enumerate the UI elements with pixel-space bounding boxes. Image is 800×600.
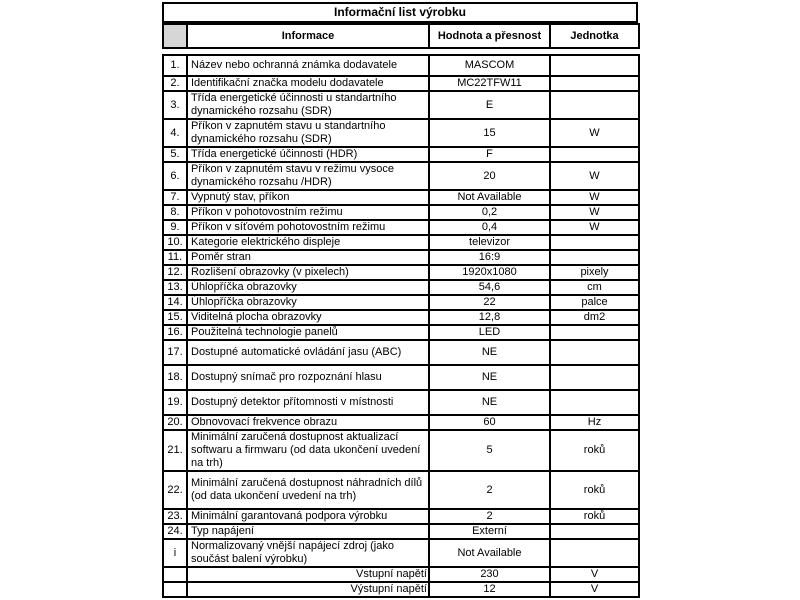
unit-cell: palce bbox=[550, 295, 639, 310]
col-header-informace: Informace bbox=[187, 24, 429, 48]
info-cell: Obnovovací frekvence obrazu bbox=[187, 415, 429, 430]
table-body bbox=[163, 55, 639, 597]
value-cell: 16:9 bbox=[429, 250, 550, 265]
info-cell: Minimální zaručená dostupnost náhradních dílů (od data ukončení uvedení na trh) bbox=[187, 471, 429, 509]
table-row bbox=[163, 310, 639, 325]
value-cell: 2 bbox=[429, 471, 550, 509]
table-row bbox=[163, 119, 639, 147]
table-row bbox=[163, 265, 639, 280]
table-row bbox=[163, 524, 639, 539]
value-cell: 1920x1080 bbox=[429, 265, 550, 280]
info-cell: Příkon v síťovém pohotovostním režimu bbox=[187, 220, 429, 235]
table-row bbox=[163, 415, 639, 430]
value-cell: LED bbox=[429, 325, 550, 340]
unit-cell: W bbox=[550, 190, 639, 205]
row-number-cell: i bbox=[163, 539, 187, 567]
info-cell: Dostupný snímač pro rozpoznání hlasu bbox=[187, 365, 429, 390]
table-row bbox=[163, 235, 639, 250]
row-number-cell: 15. bbox=[163, 310, 187, 325]
unit-cell bbox=[550, 524, 639, 539]
info-cell: Dostupný detektor přítomnosti v místnosti bbox=[187, 390, 429, 415]
row-number-cell: 5. bbox=[163, 147, 187, 162]
unit-cell bbox=[550, 250, 639, 265]
table-row bbox=[163, 582, 639, 597]
unit-cell: V bbox=[550, 567, 639, 582]
row-number-cell: 20. bbox=[163, 415, 187, 430]
info-cell: Vstupní napětí bbox=[187, 567, 429, 582]
row-number-cell: 18. bbox=[163, 365, 187, 390]
table-row bbox=[163, 91, 639, 119]
info-cell: Úhlopříčka obrazovky bbox=[187, 295, 429, 310]
info-cell: Rozlišení obrazovky (v pixelech) bbox=[187, 265, 429, 280]
unit-cell: pixely bbox=[550, 265, 639, 280]
unit-cell: W bbox=[550, 119, 639, 147]
header-row-table bbox=[162, 23, 640, 49]
row-number-cell: 8. bbox=[163, 205, 187, 220]
col-header-hodnota: Hodnota a přesnost bbox=[429, 24, 550, 48]
table-row bbox=[163, 280, 639, 295]
value-cell: F bbox=[429, 147, 550, 162]
row-number-cell: 13. bbox=[163, 280, 187, 295]
value-cell: 2 bbox=[429, 509, 550, 524]
row-number-cell: 3. bbox=[163, 91, 187, 119]
table-row bbox=[163, 325, 639, 340]
value-cell: 5 bbox=[429, 430, 550, 471]
table-row bbox=[163, 220, 639, 235]
unit-cell bbox=[550, 340, 639, 365]
row-number-cell bbox=[163, 567, 187, 582]
row-number-cell: 7. bbox=[163, 190, 187, 205]
info-cell: Poměr stran bbox=[187, 250, 429, 265]
value-cell: 22 bbox=[429, 295, 550, 310]
unit-cell: Hz bbox=[550, 415, 639, 430]
row-number-cell: 12. bbox=[163, 265, 187, 280]
info-cell: Příkon v zapnutém stavu v režimu vysoce dynamického rozsahu /HDR) bbox=[187, 162, 429, 190]
row-number-cell: 11. bbox=[163, 250, 187, 265]
unit-cell bbox=[550, 147, 639, 162]
value-cell: Not Available bbox=[429, 190, 550, 205]
info-cell: Název nebo ochranná známka dodavatele bbox=[187, 55, 429, 76]
row-number-cell: 23. bbox=[163, 509, 187, 524]
info-cell: Výstupní napětí bbox=[187, 582, 429, 597]
col-header-jednotka: Jednotka bbox=[550, 24, 639, 48]
unit-cell: W bbox=[550, 205, 639, 220]
unit-cell: cm bbox=[550, 280, 639, 295]
row-number-cell: 6. bbox=[163, 162, 187, 190]
unit-cell: roků bbox=[550, 471, 639, 509]
unit-cell bbox=[550, 91, 639, 119]
value-cell: 20 bbox=[429, 162, 550, 190]
info-cell: Typ napájení bbox=[187, 524, 429, 539]
table-row bbox=[163, 76, 639, 91]
value-cell: NE bbox=[429, 365, 550, 390]
value-cell: 12,8 bbox=[429, 310, 550, 325]
row-number-cell bbox=[163, 582, 187, 597]
unit-cell bbox=[550, 539, 639, 567]
value-cell: MASCOM bbox=[429, 55, 550, 76]
value-cell: NE bbox=[429, 340, 550, 365]
table-row bbox=[163, 567, 639, 582]
unit-cell bbox=[550, 76, 639, 91]
unit-cell bbox=[550, 55, 639, 76]
table-row bbox=[163, 471, 639, 509]
value-cell: 60 bbox=[429, 415, 550, 430]
product-information-sheet bbox=[162, 2, 638, 598]
info-cell: Identifikační značka modelu dodavatele bbox=[187, 76, 429, 91]
row-number-cell: 21. bbox=[163, 430, 187, 471]
table-row bbox=[163, 55, 639, 76]
table-row bbox=[163, 539, 639, 567]
value-cell: MC22TFW11 bbox=[429, 76, 550, 91]
unit-cell bbox=[550, 390, 639, 415]
data-table bbox=[162, 54, 640, 598]
info-cell: Příkon v zapnutém stavu u standartního dynamického rozsahu (SDR) bbox=[187, 119, 429, 147]
info-cell: Použitelná technologie panelů bbox=[187, 325, 429, 340]
corner-cell bbox=[163, 24, 187, 48]
value-cell: 54,6 bbox=[429, 280, 550, 295]
table-row bbox=[163, 250, 639, 265]
value-cell: 12 bbox=[429, 582, 550, 597]
unit-cell: W bbox=[550, 220, 639, 235]
table-row bbox=[163, 147, 639, 162]
unit-cell: roků bbox=[550, 509, 639, 524]
table-row bbox=[163, 365, 639, 390]
table-row bbox=[163, 190, 639, 205]
info-cell: Minimální garantovaná podpora výrobku bbox=[187, 509, 429, 524]
info-cell: Kategorie elektrického displeje bbox=[187, 235, 429, 250]
info-cell: Třída energetické účinnosti u standartního dynamického rozsahu (SDR) bbox=[187, 91, 429, 119]
row-number-cell: 19. bbox=[163, 390, 187, 415]
table-row bbox=[163, 509, 639, 524]
sheet-title: Informační list výrobku bbox=[162, 2, 638, 23]
value-cell: televizor bbox=[429, 235, 550, 250]
row-number-cell: 4. bbox=[163, 119, 187, 147]
info-cell: Normalizovaný vnější napájecí zdroj (jako součást balení výrobku) bbox=[187, 539, 429, 567]
value-cell: Externí bbox=[429, 524, 550, 539]
row-number-cell: 14. bbox=[163, 295, 187, 310]
value-cell: 230 bbox=[429, 567, 550, 582]
unit-cell bbox=[550, 365, 639, 390]
unit-cell: roků bbox=[550, 430, 639, 471]
info-cell: Úhlopříčka obrazovky bbox=[187, 280, 429, 295]
row-number-cell: 22. bbox=[163, 471, 187, 509]
info-cell: Minimální zaručená dostupnost aktualizací softwaru a firmwaru (od data ukončení uvedení na trh) bbox=[187, 430, 429, 471]
table-row bbox=[163, 430, 639, 471]
row-number-cell: 24. bbox=[163, 524, 187, 539]
unit-cell: dm2 bbox=[550, 310, 639, 325]
table-row bbox=[163, 295, 639, 310]
row-number-cell: 2. bbox=[163, 76, 187, 91]
row-number-cell: 16. bbox=[163, 325, 187, 340]
value-cell: E bbox=[429, 91, 550, 119]
info-cell: Vypnutý stav, příkon bbox=[187, 190, 429, 205]
value-cell: 0,4 bbox=[429, 220, 550, 235]
table-row bbox=[163, 340, 639, 365]
value-cell: Not Available bbox=[429, 539, 550, 567]
table-row bbox=[163, 162, 639, 190]
unit-cell bbox=[550, 235, 639, 250]
info-cell: Třída energetické účinnosti (HDR) bbox=[187, 147, 429, 162]
info-cell: Viditelná plocha obrazovky bbox=[187, 310, 429, 325]
row-number-cell: 9. bbox=[163, 220, 187, 235]
value-cell: 0,2 bbox=[429, 205, 550, 220]
row-number-cell: 10. bbox=[163, 235, 187, 250]
unit-cell bbox=[550, 325, 639, 340]
value-cell: 15 bbox=[429, 119, 550, 147]
value-cell: NE bbox=[429, 390, 550, 415]
info-cell: Dostupné automatické ovládání jasu (ABC) bbox=[187, 340, 429, 365]
unit-cell: W bbox=[550, 162, 639, 190]
row-number-cell: 1. bbox=[163, 55, 187, 76]
info-cell: Příkon v pohotovostním režimu bbox=[187, 205, 429, 220]
table-row bbox=[163, 390, 639, 415]
table-row bbox=[163, 205, 639, 220]
unit-cell: V bbox=[550, 582, 639, 597]
row-number-cell: 17. bbox=[163, 340, 187, 365]
header-row bbox=[163, 24, 639, 48]
